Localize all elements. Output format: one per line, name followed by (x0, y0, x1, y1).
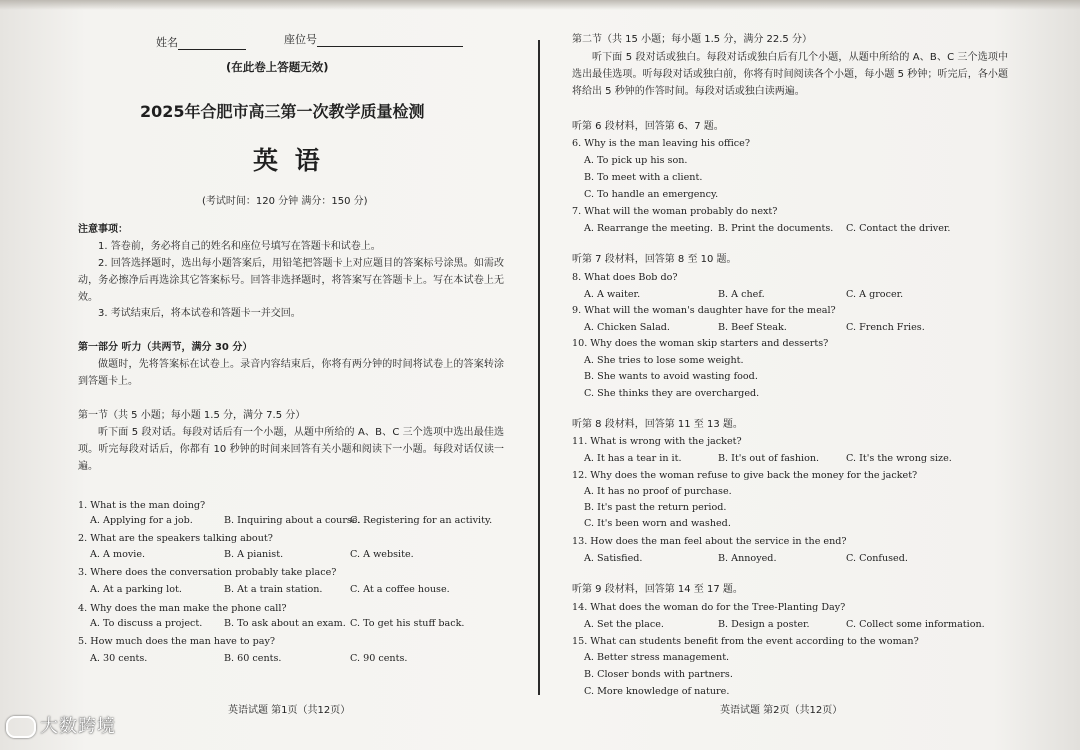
q4-option-b: B. To ask about an exam. (224, 618, 346, 629)
q2-option-a: A. A movie. (90, 549, 146, 560)
q10-option-c: C. She thinks they are overcharged. (584, 388, 760, 399)
q12-option-a: A. It has no proof of purchase. (584, 486, 732, 497)
notes-heading: 注意事项： (78, 224, 128, 235)
q15-option-b: B. Closer bonds with partners. (584, 669, 733, 680)
q13-option-a: A. Satisfied. (584, 553, 643, 564)
seat-blank (317, 46, 463, 47)
q11-option-b: B. It's out of fashion. (718, 453, 820, 464)
q9-option-a: A. Chicken Salad. (584, 322, 670, 333)
seat-field (284, 33, 463, 47)
q8-option-b: B. A chef. (718, 289, 765, 300)
question-8: 8. What does Bob do? (572, 272, 678, 283)
right-footer: 英语试题 第2页（共12页） (720, 705, 843, 716)
question-15: 15. What can students benefit from the event according to the woman? (572, 636, 919, 647)
q7-option-a: A. Rearrange the meeting. (584, 223, 714, 234)
question-12: 12. Why does the woman refuse to give back the money for the jacket? (572, 470, 918, 481)
section1-heading: 第一节（共 5 小题；每小题 1.5 分，满分 7.5 分） (78, 410, 306, 421)
question-3: 3. Where does the conversation probably take place? (78, 567, 337, 578)
left-footer: 英语试题 第1页（共12页） (228, 705, 351, 716)
q7-option-b: B. Print the documents. (718, 223, 834, 234)
q10-option-a: A. She tries to lose some weight. (584, 355, 744, 366)
q4-option-c: C. To get his stuff back. (350, 618, 465, 629)
q2-option-b: B. A pianist. (224, 549, 284, 560)
part1-heading: 第一部分 听力（共两节，满分 30 分） (78, 342, 253, 353)
material-6-heading: 听第 6 段材料，回答第 6、7 题。 (572, 121, 724, 132)
question-5: 5. How much does the man have to pay? (78, 636, 276, 647)
q3-option-a: A. At a parking lot. (90, 584, 182, 595)
q5-option-a: A. 30 cents. (90, 653, 148, 664)
q12-option-b: B. It's past the return period. (584, 502, 727, 513)
q6-option-a: A. To pick up his son. (584, 155, 688, 166)
q6-option-c: C. To handle an emergency. (584, 189, 719, 200)
material-9-heading: 听第 9 段材料，回答第 14 至 17 题。 (572, 584, 743, 595)
q7-option-c: C. Contact the driver. (846, 223, 951, 234)
note-2: 2. 回答选择题时，选出每小题答案后，用铅笔把答题卡上对应题目的答案标号涂黑。如需改动，务必擦净后再选涂其它答案标号。回答非选择题时，将答案写在答题卡上。写在本试卷上无效。 (78, 258, 504, 303)
time-info: (考试时间：120 分钟 满分：150 分) (202, 196, 368, 207)
page-divider (538, 40, 540, 695)
watermark-text: 大数跨境 (40, 716, 116, 737)
question-6: 6. Why is the man leaving his office? (572, 138, 750, 149)
q1-option-b: B. Inquiring about a course. (224, 515, 361, 526)
section2-intro: 听下面 5 段对话或独白。每段对话或独白后有几个小题，从题中所给的 A、B、C 三个选项中选出最佳选项。听每段对话或独白前，你将有时间阅读各个小题，每小题 5 秒钟；听完后，各小题将给出 5 秒钟的作答时间。每段对话或独白读两遍。 (572, 52, 1008, 97)
q8-option-a: A. A waiter. (584, 289, 641, 300)
question-14: 14. What does the woman do for the Tree-Planting Day? (572, 602, 846, 613)
q14-option-a: A. Set the place. (584, 619, 664, 630)
q12-option-c: C. It's been worn and washed. (584, 518, 731, 529)
question-7: 7. What will the woman probably do next? (572, 206, 778, 217)
section1-intro: 听下面 5 段对话。每段对话后有一个小题，从题中所给的 A、B、C 三个选项中选出最佳选项。听完每段对话后，你都有 10 秒钟的时间来回答有关小题和阅读下一小题。每段对话仅读一遍。 (78, 427, 504, 472)
q13-option-c: C. Confused. (846, 553, 908, 564)
watermark (6, 712, 116, 738)
q13-option-b: B. Annoyed. (718, 553, 777, 564)
name-blank (178, 49, 246, 50)
question-10: 10. Why does the woman skip starters and desserts? (572, 338, 829, 349)
q9-option-b: B. Beef Steak. (718, 322, 787, 333)
no-answer-notice: (在此卷上答题无效) (226, 60, 329, 74)
q2-option-c: C. A website. (350, 549, 414, 560)
material-8-heading: 听第 8 段材料，回答第 11 至 13 题。 (572, 419, 743, 430)
question-11: 11. What is wrong with the jacket? (572, 436, 742, 447)
question-13: 13. How does the man feel about the service in the end? (572, 536, 847, 547)
name-field (156, 36, 246, 50)
q15-option-c: C. More knowledge of nature. (584, 686, 730, 697)
q4-option-a: A. To discuss a project. (90, 618, 203, 629)
q5-option-c: C. 90 cents. (350, 653, 408, 664)
q15-option-a: A. Better stress management. (584, 652, 730, 663)
name-label: 姓名 (156, 36, 178, 49)
q14-option-b: B. Design a poster. (718, 619, 810, 630)
q14-option-c: C. Collect some information. (846, 619, 985, 630)
q11-option-c: C. It's the wrong size. (846, 453, 952, 464)
part1-intro: 做题时，先将答案标在试卷上。录音内容结束后，你将有两分钟的时间将试卷上的答案转涂到答题卡上。 (78, 359, 504, 387)
q8-option-c: C. A grocer. (846, 289, 904, 300)
top-shadow (0, 0, 1080, 10)
question-2: 2. What are the speakers talking about? (78, 533, 273, 544)
q3-option-c: C. At a coffee house. (350, 584, 450, 595)
q3-option-b: B. At a train station. (224, 584, 323, 595)
note-1: 1. 答卷前，务必将自己的姓名和座位号填写在答题卡和试卷上。 (98, 241, 381, 252)
q1-option-a: A. Applying for a job. (90, 515, 193, 526)
q9-option-c: C. French Fries. (846, 322, 925, 333)
material-7-heading: 听第 7 段材料，回答第 8 至 10 题。 (572, 254, 737, 265)
q5-option-b: B. 60 cents. (224, 653, 282, 664)
q6-option-b: B. To meet with a client. (584, 172, 703, 183)
question-1: 1. What is the man doing? (78, 500, 206, 511)
q10-option-b: B. She wants to avoid wasting food. (584, 371, 758, 382)
exam-title: 2025年合肥市高三第一次教学质量检测 (140, 102, 425, 121)
q1-option-c: C. Registering for an activity. (350, 515, 493, 526)
q11-option-a: A. It has a tear in it. (584, 453, 682, 464)
question-4: 4. Why does the man make the phone call? (78, 603, 287, 614)
section2-heading: 第二节（共 15 小题；每小题 1.5 分，满分 22.5 分） (572, 34, 812, 45)
question-9: 9. What will the woman's daughter have for the meal? (572, 305, 836, 316)
subject-title: 英 语 (253, 146, 324, 175)
seat-label: 座位号 (284, 33, 317, 46)
watermark-logo-icon (6, 716, 36, 738)
note-3: 3. 考试结束后，将本试卷和答题卡一并交回。 (98, 308, 301, 319)
